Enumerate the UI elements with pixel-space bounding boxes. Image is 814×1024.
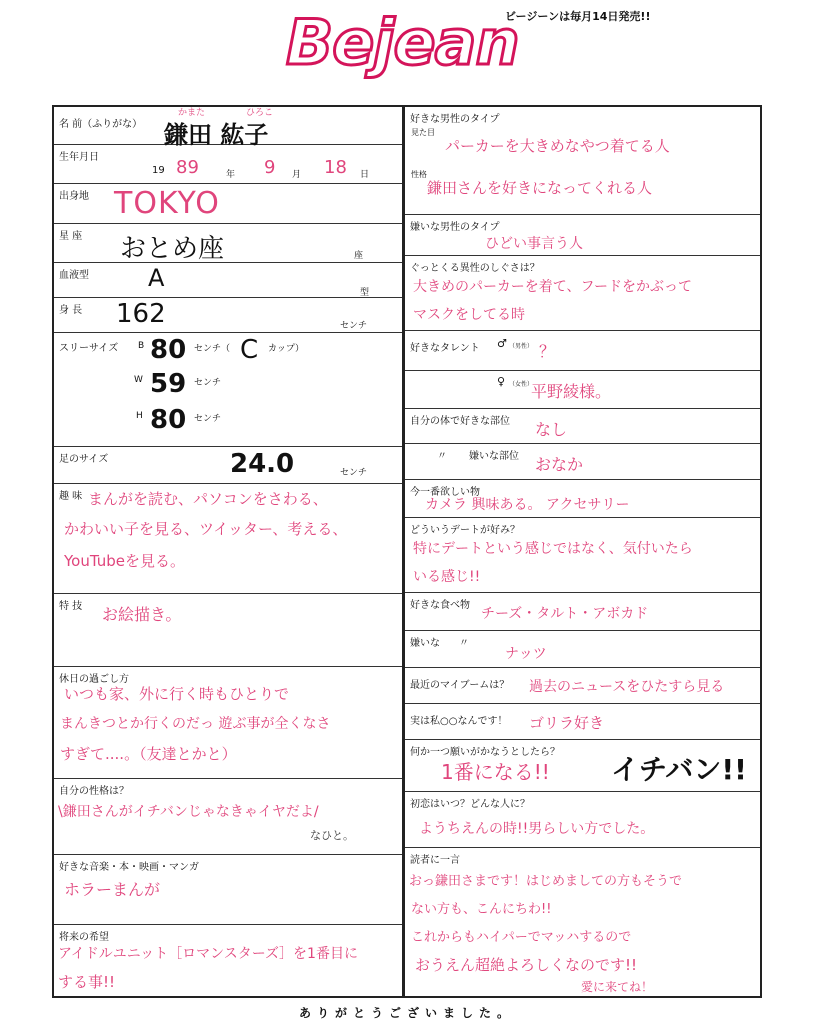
- body-like-field: [405, 409, 760, 444]
- body-dislike-value: おなか: [535, 455, 584, 474]
- birthday-year: 89: [176, 157, 199, 178]
- food-like-label: 好きな食べ物: [410, 600, 470, 611]
- message-line-4: おうえん超絶よろしくなのです!!: [415, 956, 638, 974]
- three-sizes-label: スリーサイズ: [59, 343, 119, 354]
- birthplace-label: 出身地: [59, 191, 89, 202]
- zodiac-unit: 座: [354, 251, 364, 261]
- body-dislike-field: [405, 444, 760, 480]
- right-column: [405, 107, 760, 996]
- first-love-label: 初恋はいつ？どんな人に？: [410, 799, 530, 810]
- waist-label: W: [134, 375, 143, 385]
- talent-female-field: [405, 371, 760, 409]
- cup-unit: カップ）: [268, 344, 305, 354]
- zodiac-label: 星 座: [59, 231, 83, 242]
- ideal-character-label: 性格: [411, 170, 427, 179]
- blood-unit: 型: [360, 288, 370, 298]
- personality-label: 自分の性格は？: [59, 786, 129, 797]
- ideal-looks-label: 見た目: [411, 128, 435, 137]
- height-field: [54, 298, 402, 333]
- talent-label: 好きなタレント: [410, 343, 480, 354]
- dislike-type-field: [405, 215, 760, 256]
- profile-sheet: [52, 105, 762, 998]
- talent-male-note: （男性）: [509, 343, 534, 350]
- thanks-footer: ありがとうございました。: [298, 1006, 515, 1020]
- favorites-field: [54, 855, 402, 925]
- secret-value: ゴリラ好き: [529, 714, 605, 732]
- birthday-day-unit: 日: [360, 170, 370, 180]
- birthplace-value: TOKYO: [114, 186, 220, 221]
- date-line-1: 特にデートという感じではなく、気付いたら: [413, 541, 693, 557]
- ideal-type-label: 好きな男性のタイプ: [410, 114, 500, 125]
- food-dislike-ditto: 〃: [459, 638, 469, 649]
- talent-female-value: 平野綾様。: [531, 382, 612, 401]
- food-dislike-label: 嫌いな: [410, 638, 440, 649]
- hip-label: H: [136, 411, 143, 421]
- message-line-1: おっ鎌田さまです！はじめましての方もそうで: [409, 874, 683, 889]
- future-line-2: する事!!: [58, 973, 116, 991]
- left-column: [54, 107, 402, 996]
- wish-label: 何か一つ願いがかなうとしたら？: [410, 747, 560, 758]
- future-label: 将来の希望: [59, 932, 109, 943]
- first-love-value: ようちえんの時!!男らしい方でした。: [419, 821, 655, 837]
- food-dislike-value: ナッツ: [505, 646, 547, 662]
- talent-male-field: [405, 331, 760, 371]
- message-label: 読者に一言: [410, 855, 460, 866]
- message-line-3: これからもハイパーでマッハするので: [411, 930, 632, 945]
- bust-value: 80: [150, 335, 187, 365]
- skill-field: [54, 594, 402, 667]
- zodiac-value: おとめ座: [120, 234, 225, 264]
- bust-unit: センチ（: [194, 344, 231, 354]
- blood-field: [54, 263, 402, 298]
- boom-value: 過去のニュースをひたすら見る: [529, 679, 725, 695]
- date-label: どういうデートが好み？: [410, 525, 520, 536]
- date-line-2: いる感じ!!: [413, 569, 481, 585]
- blood-label: 血液型: [59, 270, 89, 281]
- future-field: [54, 925, 402, 1000]
- foot-size-value: 24.0: [230, 449, 295, 479]
- food-dislike-field: [405, 631, 760, 668]
- dislike-type-label: 嫌いな男性のタイプ: [410, 222, 500, 233]
- holiday-line-2: まんきつとか行くのだっ 遊ぶ事が全くなさ: [60, 716, 331, 732]
- wish-field: [405, 740, 760, 792]
- hobby-line-2: かわいい子を見る、ツイッター、考える、: [64, 520, 348, 538]
- holiday-label: 休日の過ごし方: [59, 674, 129, 685]
- blood-value: A: [148, 264, 165, 292]
- birthday-label: 生年月日: [59, 152, 99, 163]
- three-sizes-field: [54, 333, 402, 447]
- personality-line-2: なひと。: [310, 829, 354, 842]
- food-like-field: [405, 593, 760, 631]
- male-symbol-icon: ♂: [497, 337, 507, 350]
- favorites-value: ホラーまんが: [64, 880, 161, 899]
- skill-value: お絵描き。: [102, 605, 182, 624]
- dislike-type-value: ひどい事言う人: [485, 236, 583, 252]
- wish-big-text: イチバン!!: [611, 753, 747, 786]
- bust-label: B: [138, 341, 145, 351]
- zodiac-field: [54, 224, 402, 263]
- first-love-field: [405, 792, 760, 848]
- secret-label: 実は私○○なんです！: [410, 716, 508, 727]
- waist-value: 59: [150, 369, 187, 399]
- gesture-line-2: マスクをしてる時: [413, 307, 525, 323]
- talent-female-note: （女性）: [509, 381, 534, 388]
- talent-male-value: ？: [539, 342, 556, 361]
- release-tagline: ビージーンは毎月14日発売!!: [505, 10, 651, 23]
- ideal-character-value: 鎌田さんを好きになってくれる人: [427, 179, 653, 197]
- future-line-1: アイドルユニット［ロマンスターズ］を1番目に: [58, 946, 358, 962]
- ideal-type-field: [405, 107, 760, 215]
- body-like-value: なし: [535, 420, 568, 439]
- birthday-day: 18: [324, 157, 347, 178]
- message-field: [405, 848, 760, 1000]
- personality-line-1: \鎌田さんがイチバンじゃなきゃイヤだよ/: [58, 804, 319, 820]
- body-dislike-ditto: 〃: [437, 451, 447, 462]
- date-field: [405, 518, 760, 593]
- name-value: 鎌田 紘子: [164, 121, 269, 149]
- boom-field: [405, 668, 760, 704]
- holiday-field: [54, 667, 402, 779]
- personality-field: [54, 779, 402, 855]
- hip-value: 80: [150, 405, 187, 435]
- birthday-month-unit: 月: [292, 170, 302, 180]
- header: [0, 0, 814, 100]
- birthday-field: [54, 145, 402, 184]
- cup-value: C: [240, 335, 259, 365]
- message-line-5: 愛に来てね！: [581, 980, 654, 994]
- want-value: カメラ 興味ある。 アクセサリー: [425, 497, 630, 513]
- secret-field: [405, 704, 760, 740]
- birthday-century: 19: [152, 165, 165, 176]
- waist-unit: センチ: [194, 378, 222, 388]
- name-label: 名 前（ふりがな）: [59, 119, 143, 130]
- gesture-label: ぐっとくる異性のしぐさは？: [410, 263, 540, 274]
- height-label: 身 長: [59, 305, 83, 316]
- height-value: 162: [116, 299, 166, 329]
- birthday-year-unit: 年: [226, 170, 236, 180]
- boom-label: 最近のマイブームは？: [410, 680, 510, 691]
- height-unit: センチ: [340, 321, 368, 331]
- birthday-month: 9: [264, 157, 276, 178]
- body-like-label: 自分の体で好きな部位: [410, 416, 510, 427]
- body-dislike-label: 嫌いな部位: [469, 451, 519, 462]
- hip-unit: センチ: [194, 414, 222, 424]
- favorites-label: 好きな音楽・本・映画・マンガ: [59, 862, 199, 873]
- foot-size-label: 足のサイズ: [59, 454, 109, 465]
- hobby-label: 趣 味: [59, 491, 83, 502]
- foot-size-field: [54, 447, 402, 484]
- want-label: 今一番欲しい物: [410, 487, 480, 498]
- hobby-line-1: まんがを読む、パソコンをさわる、: [88, 490, 328, 508]
- gesture-field: [405, 256, 760, 331]
- name-furigana-given: ひろこ: [246, 108, 274, 118]
- ideal-looks-value: パーカーを大きめなやつ着てる人: [445, 137, 670, 155]
- holiday-line-1: いつも家、外に行く時もひとりで: [64, 685, 290, 703]
- food-like-value: チーズ・タルト・アボカド: [481, 606, 649, 622]
- hobby-line-3: YouTubeを見る。: [64, 552, 185, 570]
- name-furigana-family: かまた: [178, 108, 206, 118]
- gesture-line-1: 大きめのパーカーを着て、フードをかぶって: [413, 279, 693, 295]
- holiday-line-3: すぎて....。（友達とかと）: [60, 745, 237, 763]
- female-symbol-icon: ♀: [497, 375, 506, 388]
- birthplace-field: [54, 184, 402, 224]
- magazine-logo: Bejean: [286, 6, 519, 79]
- message-line-2: ない方も、こんにちわ!!: [411, 902, 552, 917]
- name-field: [54, 107, 402, 149]
- foot-size-unit: センチ: [340, 468, 368, 478]
- hobby-field: [54, 484, 402, 594]
- wish-value: 1番になる!!: [441, 760, 550, 784]
- want-field: [405, 480, 760, 518]
- skill-label: 特 技: [59, 601, 83, 612]
